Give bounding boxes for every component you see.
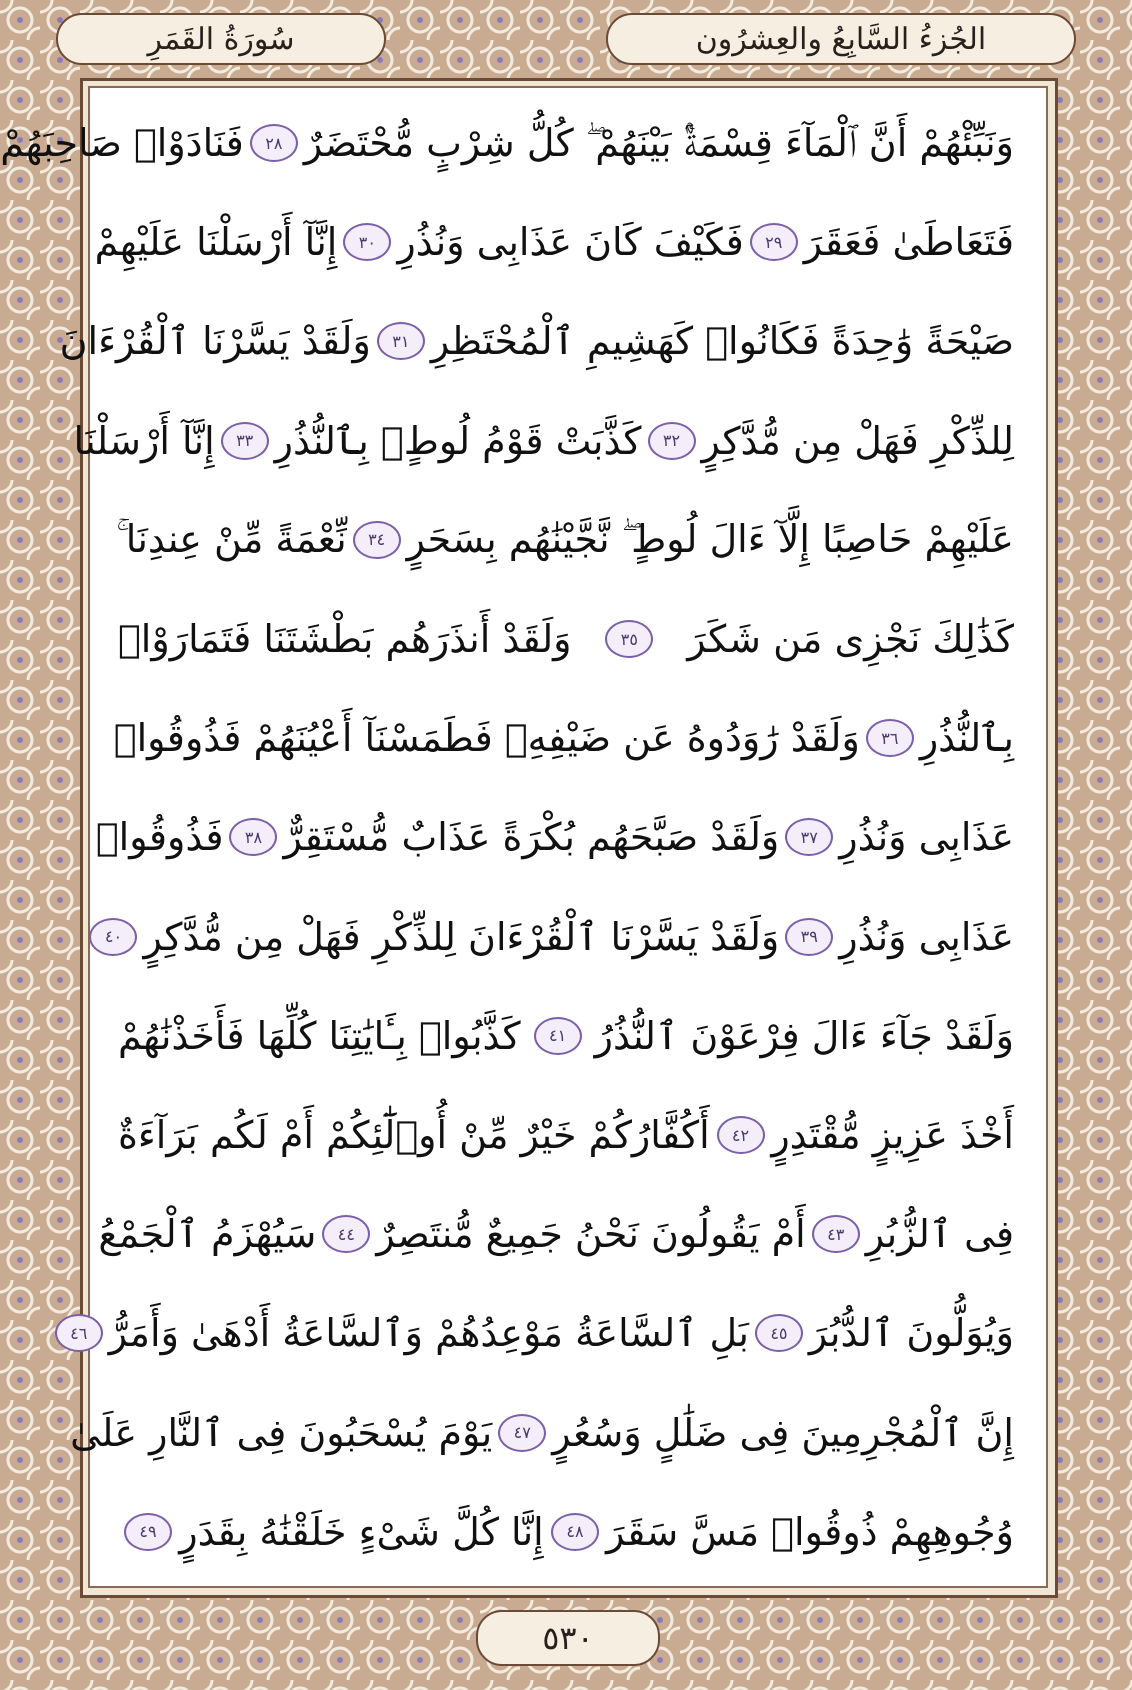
line-text: وَلَقَدْ جَآءَ ءَالَ فِرْعَوْنَ ٱلنُّذُرُ: [594, 1013, 1014, 1058]
text-line: [73, 406, 1014, 477]
ayah-marker: ٣٠: [343, 223, 391, 261]
line-text: وَلَقَدْ أَنذَرَهُم بَطْشَتَنَا فَتَمَارَوْا۟: [118, 617, 572, 662]
line-text: فِى ٱلزُّبُرِ: [865, 1212, 1014, 1257]
line-text: صَيْحَةً وَٰحِدَةً فَكَانُوا۟ كَهَشِيمِ ٱلْمُحْتَظِرِ: [430, 319, 1014, 364]
quran-text: [0, 108, 1014, 1568]
text-line: [118, 1001, 1014, 1072]
line-text: أَخْذَ عَزِيزٍ مُّقْتَدِرٍ: [771, 1113, 1014, 1158]
line-text: إِنَّآ أَرْسَلْنَا: [73, 418, 215, 463]
text-line: [98, 1199, 1014, 1270]
line-text: عَلَيْهِمْ حَاصِبًا إِلَّآ ءَالَ لُوطٍ ۖ نَّجَّيْنَٰهُم بِسَحَرٍ: [406, 517, 1014, 562]
ayah-marker: ٢٨: [250, 124, 298, 162]
page-number: ٥٣٠: [476, 1610, 660, 1666]
ayah-marker: ٤٨: [551, 1513, 599, 1551]
ayah-marker: ٤٥: [755, 1314, 803, 1352]
ayah-marker: ٣٢: [648, 422, 696, 460]
line-text: لِلذِّكْرِ فَهَلْ مِن مُّدَّكِرٍ: [701, 418, 1014, 463]
text-line: [70, 1298, 1014, 1369]
ayah-marker: ٣٤: [353, 521, 401, 559]
line-text: بَلِ ٱلسَّاعَةُ مَوْعِدُهُمْ وَٱلسَّاعَةُ أَدْهَىٰ وَأَمَرُّ: [108, 1311, 749, 1356]
text-line: [118, 1497, 1014, 1568]
ayah-marker: ٣٩: [785, 918, 833, 956]
text-line: [113, 703, 1014, 774]
line-text: إِنَّآ أَرْسَلْنَا عَلَيْهِمْ: [94, 220, 338, 265]
ayah-marker: ٤٤: [322, 1215, 370, 1253]
text-line: [118, 604, 1014, 675]
text-line: [0, 108, 1014, 179]
line-text: كَذَّبَتْ قَوْمُ لُوطٍۭ بِٱلنُّذُرِ: [274, 418, 642, 463]
line-text: وَلَقَدْ يَسَّرْنَا ٱلْقُرْءَانَ لِلذِّكْرِ فَهَلْ مِن مُّدَّكِرٍ: [143, 914, 780, 959]
ayah-marker: ٤٩: [124, 1513, 172, 1551]
ayah-marker: ٣٨: [229, 818, 277, 856]
line-text: سَيُهْزَمُ ٱلْجَمْعُ: [98, 1212, 317, 1257]
ayah-marker: ٤٣: [812, 1215, 860, 1253]
surah-name: سُورَةُ القَمَرِ: [56, 13, 386, 65]
line-text: كَذَٰلِكَ نَجْزِى مَن شَكَرَ: [687, 617, 1014, 662]
text-line: [59, 306, 1014, 377]
line-text: عَذَابِى وَنُذُرِ: [839, 914, 1014, 959]
line-text: وَيُوَلُّونَ ٱلدُّبُرَ: [808, 1311, 1014, 1356]
ayah-marker: ٤٢: [717, 1116, 765, 1154]
ayah-marker: ٣١: [377, 322, 425, 360]
line-text: وَنَبِّئْهُمْ أَنَّ ٱلْمَآءَ قِسْمَةٌۢ بَيْنَهُمْ ۖ كُلُّ شِرْبٍ مُّحْتَضَرٌ: [303, 120, 1014, 165]
text-line: [94, 207, 1014, 278]
ayah-marker: ٤١: [534, 1017, 582, 1055]
text-line: [104, 902, 1014, 973]
text-line: [70, 1398, 1014, 1469]
line-text: كَذَّبُوا۟ بِـَٔايَٰتِنَا كُلِّهَا فَأَخَذْنَٰهُمْ: [118, 1013, 521, 1058]
line-text: وُجُوهِهِمْ ذُوقُوا۟ مَسَّ سَقَرَ: [606, 1509, 1014, 1554]
ayah-marker: ٣٣: [221, 422, 269, 460]
line-text: إِنَّا كُلَّ شَىْءٍ خَلَقْنَٰهُ بِقَدَرٍ: [179, 1509, 544, 1554]
ayah-marker: ٤٧: [498, 1414, 546, 1452]
ayah-marker: ٣٥: [605, 620, 653, 658]
ayah-marker: ٣٧: [785, 818, 833, 856]
line-text: عَذَابِى وَنُذُرِ: [839, 815, 1014, 860]
text-line: [95, 802, 1014, 873]
text-line: [118, 1100, 1014, 1171]
line-text: فَكَيْفَ كَانَ عَذَابِى وَنُذُرِ: [397, 220, 744, 265]
line-text: إِنَّ ٱلْمُجْرِمِينَ فِى ضَلَٰلٍ وَسُعُرٍ: [552, 1410, 1014, 1455]
line-text: فَنَادَوْا۟ صَاحِبَهُمْ: [0, 121, 244, 165]
text-line: [118, 505, 1014, 576]
line-text: أَكُفَّارُكُمْ خَيْرٌ مِّنْ أُو۟لَٰٓئِكُمْ أَمْ لَكُم بَرَآءَةٌ: [118, 1113, 710, 1158]
line-text: وَلَقَدْ صَبَّحَهُم بُكْرَةً عَذَابٌ مُّسْتَقِرٌّ: [283, 815, 780, 860]
line-text: وَلَقَدْ رَٰوَدُوهُ عَن ضَيْفِهِۦ فَطَمَسْنَآ أَعْيُنَهُمْ فَذُوقُوا۟: [113, 716, 860, 761]
ayah-marker: ٣٦: [866, 719, 914, 757]
line-text: نِّعْمَةً مِّنْ عِندِنَا ۚ: [116, 517, 347, 562]
ayah-marker: ٤٦: [55, 1314, 103, 1352]
line-text: فَذُوقُوا۟: [95, 815, 224, 860]
line-text: فَتَعَاطَىٰ فَعَقَرَ: [803, 220, 1014, 265]
juz-name: الجُزءُ السَّابِعُ والعِشرُون: [606, 13, 1076, 65]
line-text: بِٱلنُّذُرِ: [919, 716, 1014, 761]
line-text: وَلَقَدْ يَسَّرْنَا ٱلْقُرْءَانَ: [59, 319, 371, 364]
page-header: [56, 8, 1076, 70]
ayah-marker: ٤٠: [89, 918, 137, 956]
line-text: يَوْمَ يُسْحَبُونَ فِى ٱلنَّارِ عَلَىٰ: [70, 1410, 493, 1455]
line-text: أَمْ يَقُولُونَ نَحْنُ جَمِيعٌ مُّنتَصِرٌ: [376, 1212, 806, 1257]
ayah-marker: ٢٩: [750, 223, 798, 261]
